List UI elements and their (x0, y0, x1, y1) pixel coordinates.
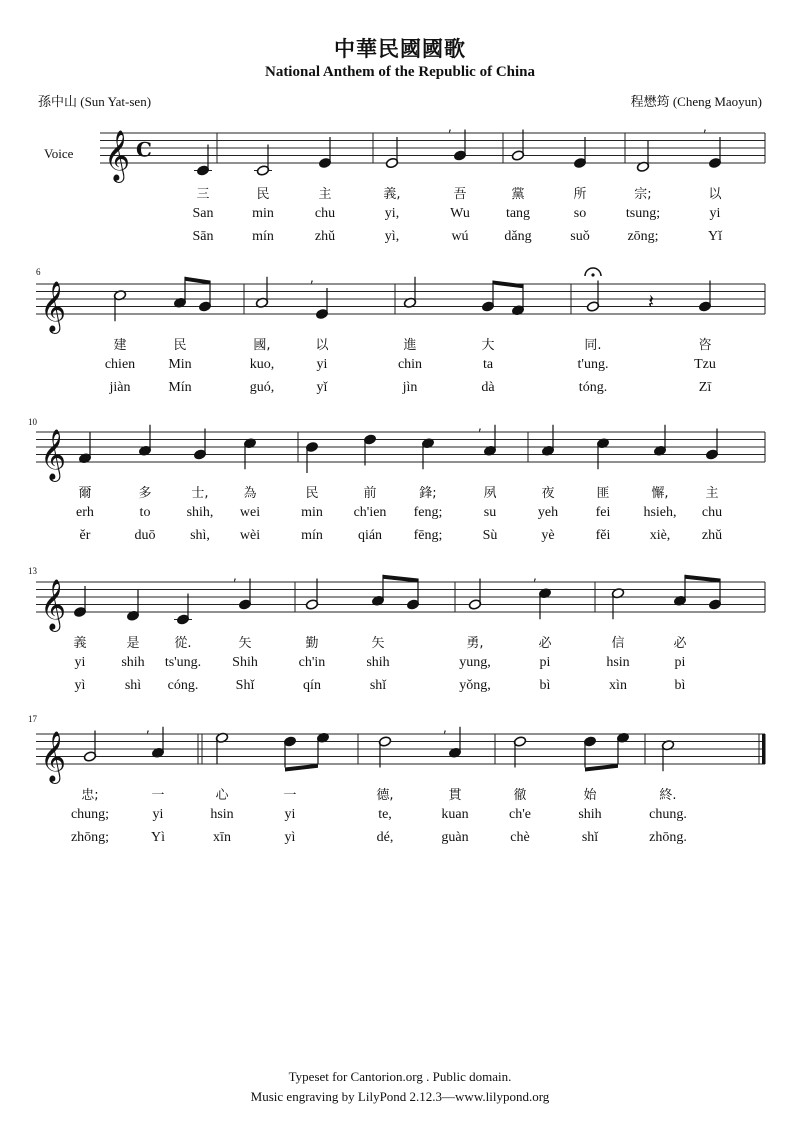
beam (685, 575, 720, 583)
lyric-pinyin: fēng; (413, 528, 443, 543)
lyric-han: 民 (305, 486, 319, 501)
lyric-wadegiles: Shih (232, 655, 258, 670)
treble-clef: 𝄞 (40, 429, 67, 480)
system-number: 13 (28, 566, 37, 576)
lyric-wadegiles: tsung; (625, 206, 661, 221)
lyric-han: 是 (126, 636, 140, 651)
lyric-han: 三 (196, 187, 210, 202)
lyric-wadegiles: pi (674, 655, 686, 670)
lyric-han: 一 (151, 788, 165, 803)
lyric-wadegiles: wei (239, 505, 261, 520)
lyric-pinyin: xīn (213, 830, 231, 845)
lyric-pinyin: ěr (79, 528, 91, 543)
treble-clef: 𝄞 (104, 130, 131, 181)
lyric-pinyin: qín (303, 678, 321, 693)
treble-clef: 𝄞 (40, 731, 67, 782)
lyric-han: 貫 (448, 788, 462, 803)
lyric-han: 吾 (453, 187, 467, 202)
lyric-pinyin: shì (124, 678, 142, 693)
lyric-pinyin: zhōng; (70, 830, 110, 845)
lyric-wadegiles: feng; (413, 505, 443, 520)
lyric-han: 懈, (651, 486, 669, 501)
treble-clef: 𝄞 (40, 281, 67, 332)
lyric-wadegiles: chung. (649, 807, 687, 822)
lyric-wadegiles: ch'ien (353, 505, 387, 520)
page-title: 中華民國國歌 (334, 36, 466, 61)
lyric-pinyin: yì (74, 678, 86, 693)
lyric-pinyin: yǒng, (459, 678, 491, 693)
lyric-pinyin: jiàn (109, 380, 131, 395)
lyric-wadegiles: hsieh, (643, 505, 677, 520)
lyric-han: 矢 (371, 636, 385, 651)
lyric-pinyin: Yǐ (708, 229, 722, 244)
lyric-han: 建 (113, 338, 127, 353)
footer-engraving: Music engraving by LilyPond 2.12.3—www.lilypond.org (250, 1089, 550, 1104)
lyric-pinyin: yì (284, 830, 296, 845)
lyric-han: 前 (363, 486, 377, 501)
breath-mark: , (448, 120, 452, 134)
lyric-han: 一 (283, 788, 297, 803)
lyric-pinyin: jìn (402, 380, 418, 395)
lyric-wadegiles: ch'e (509, 807, 531, 822)
lyric-pinyin: dà (481, 380, 495, 395)
lyric-han: 終. (659, 788, 677, 803)
lyric-han: 多 (138, 486, 152, 501)
lyric-han: 必 (673, 636, 687, 651)
lyric-wadegiles: tang (505, 206, 531, 221)
breath-mark: , (443, 721, 447, 735)
lyric-pinyin: shǐ (581, 830, 599, 845)
lyric-wadegiles: yi (284, 807, 296, 822)
lyric-han: 大 (481, 338, 495, 353)
lyric-han: 民 (256, 187, 270, 202)
lyric-wadegiles: Tzu (694, 357, 716, 372)
lyric-wadegiles: chung; (70, 807, 110, 822)
lyric-han: 心 (215, 788, 229, 803)
lyric-pinyin: zhǔ (701, 528, 723, 543)
lyric-pinyin: guó, (249, 380, 275, 395)
lyric-han: 黨 (511, 187, 525, 202)
lyric-wadegiles: kuan (441, 807, 469, 822)
lyric-wadegiles: yi (152, 807, 164, 822)
system-number: 10 (28, 417, 37, 427)
lyric-pinyin: yè (541, 528, 555, 543)
lyric-pinyin: Zī (698, 380, 712, 395)
lyric-pinyin: Sān (192, 229, 214, 244)
lyric-pinyin: wú (451, 229, 469, 244)
lyric-wadegiles: pi (539, 655, 551, 670)
lyric-wadegiles: chu (314, 206, 336, 221)
lyric-pinyin: zhǔ (314, 229, 336, 244)
lyric-wadegiles: te, (378, 807, 392, 822)
lyric-wadegiles: Min (168, 357, 192, 372)
time-signature: C (136, 137, 152, 162)
lyric-wadegiles: yeh (537, 505, 559, 520)
lyric-wadegiles: hsin (606, 655, 630, 670)
lyric-han: 爾 (78, 486, 92, 501)
lyric-pinyin: wèi (239, 528, 261, 543)
lyric-pinyin: guàn (441, 830, 469, 845)
breath-mark: , (233, 569, 237, 583)
lyric-wadegiles: yi (709, 206, 721, 221)
lyric-wadegiles: shih (121, 655, 145, 670)
lyric-pinyin: duō (134, 528, 156, 543)
lyric-wadegiles: su (483, 505, 497, 520)
lyric-han: 信 (611, 636, 625, 651)
lyric-pinyin: fěi (595, 528, 611, 543)
lyric-han: 夜 (541, 486, 555, 501)
lyric-pinyin: dǎng (504, 229, 532, 244)
system-number: 17 (28, 714, 37, 724)
lyric-wadegiles: ts'ung. (164, 655, 202, 670)
lyric-han: 義 (73, 636, 87, 651)
lyric-han: 以 (315, 338, 329, 353)
lyric-pinyin: bì (539, 678, 551, 693)
lyric-pinyin: cóng. (167, 678, 199, 693)
lyric-han: 鋒; (419, 486, 437, 501)
lyric-pinyin: shì, (190, 528, 210, 543)
lyric-han: 勤 (305, 636, 319, 651)
poet-credit: 孫中山 (Sun Yat-sen) (38, 94, 152, 109)
lyric-han: 義, (383, 187, 401, 202)
footer-credit: Typeset for Cantorion.org . Public domain. (288, 1069, 512, 1084)
lyric-han: 主 (705, 486, 719, 501)
lyric-pinyin: qián (357, 528, 383, 543)
instrument-label: Voice (44, 146, 74, 161)
lyric-pinyin: dé, (376, 830, 394, 845)
lyric-wadegiles: chien (104, 357, 136, 372)
lyric-wadegiles: t'ung. (577, 357, 609, 372)
breath-mark: , (533, 569, 537, 583)
lyric-pinyin: suǒ (570, 229, 590, 244)
lyric-wadegiles: hsin (210, 807, 234, 822)
breath-mark: , (478, 419, 482, 433)
lyric-han: 勇, (466, 636, 484, 651)
lyric-pinyin: xìn (609, 678, 627, 693)
lyric-han: 徹 (513, 788, 527, 803)
lyric-han: 所 (573, 187, 587, 202)
lyric-han: 國, (253, 338, 271, 353)
lyric-pinyin: tóng. (578, 380, 608, 395)
beam (493, 281, 523, 289)
lyric-pinyin: shǐ (369, 678, 387, 693)
breath-mark: , (146, 721, 150, 735)
lyric-wadegiles: yi (316, 357, 328, 372)
lyric-wadegiles: shih (366, 655, 390, 670)
lyric-pinyin: zōng; (627, 229, 659, 244)
lyric-han: 以 (708, 187, 722, 202)
lyric-wadegiles: so (573, 206, 587, 221)
fermata-dot (591, 273, 594, 276)
lyric-han: 宗; (634, 187, 652, 202)
lyric-pinyin: zhōng. (649, 830, 687, 845)
lyric-han: 為 (243, 486, 257, 501)
lyric-wadegiles: chin (397, 357, 423, 372)
lyric-pinyin: chè (510, 830, 530, 845)
lyric-han: 夙 (483, 486, 497, 501)
final-bar-line (762, 734, 766, 764)
lyric-pinyin: mín (252, 229, 274, 244)
lyric-wadegiles: Wu (450, 206, 470, 221)
lyric-wadegiles: shih, (186, 505, 214, 520)
lyric-han: 從. (174, 636, 192, 651)
lyric-wadegiles: yung, (459, 655, 491, 670)
quarter-rest: 𝄽 (648, 289, 655, 314)
lyric-han: 主 (318, 187, 332, 202)
lyric-han: 匪 (596, 486, 610, 501)
lyric-wadegiles: kuo, (249, 357, 275, 372)
lyric-pinyin: Yì (151, 830, 165, 845)
lyric-wadegiles: shih (578, 807, 602, 822)
lyric-wadegiles: erh (76, 505, 94, 520)
lyric-pinyin: Mín (168, 380, 192, 395)
lyric-pinyin: mín (301, 528, 323, 543)
lyric-pinyin: xiè, (649, 528, 671, 543)
lyric-wadegiles: to (139, 505, 151, 520)
beam (285, 764, 318, 772)
lyric-han: 咨 (698, 338, 712, 353)
composer-credit: 程懋筠 (Cheng Maoyun) (630, 94, 762, 109)
lyric-han: 同. (584, 338, 602, 353)
treble-clef: 𝄞 (40, 579, 67, 630)
lyric-han: 矢 (238, 636, 252, 651)
system-number: 6 (36, 267, 41, 277)
lyric-han: 士, (191, 486, 209, 501)
lyric-pinyin: bì (674, 678, 686, 693)
breath-mark: , (703, 120, 707, 134)
page-subtitle: National Anthem of the Republic of China (264, 64, 536, 80)
lyric-pinyin: yì, (384, 229, 400, 244)
lyric-wadegiles: fei (595, 505, 611, 520)
lyric-wadegiles: ta (482, 357, 494, 372)
lyric-han: 民 (173, 338, 187, 353)
lyric-pinyin: Shǐ (235, 678, 255, 693)
lyric-wadegiles: San (192, 206, 214, 221)
lyric-han: 進 (403, 338, 417, 353)
lyric-wadegiles: min (252, 206, 274, 221)
lyric-wadegiles: ch'in (298, 655, 326, 670)
lyric-pinyin: Sù (482, 528, 498, 543)
lyric-han: 忠; (81, 788, 99, 803)
lyric-wadegiles: yi, (384, 206, 400, 221)
beam (585, 764, 618, 772)
lyric-han: 德, (376, 788, 394, 803)
breath-mark: , (310, 271, 314, 285)
lyric-pinyin: yǐ (316, 380, 328, 395)
lyric-wadegiles: yi (74, 655, 86, 670)
lyric-wadegiles: min (301, 505, 323, 520)
beam (383, 575, 418, 583)
lyric-han: 始 (583, 788, 597, 803)
lyric-wadegiles: chu (701, 505, 723, 520)
beam (185, 277, 210, 285)
lyric-han: 必 (538, 636, 552, 651)
